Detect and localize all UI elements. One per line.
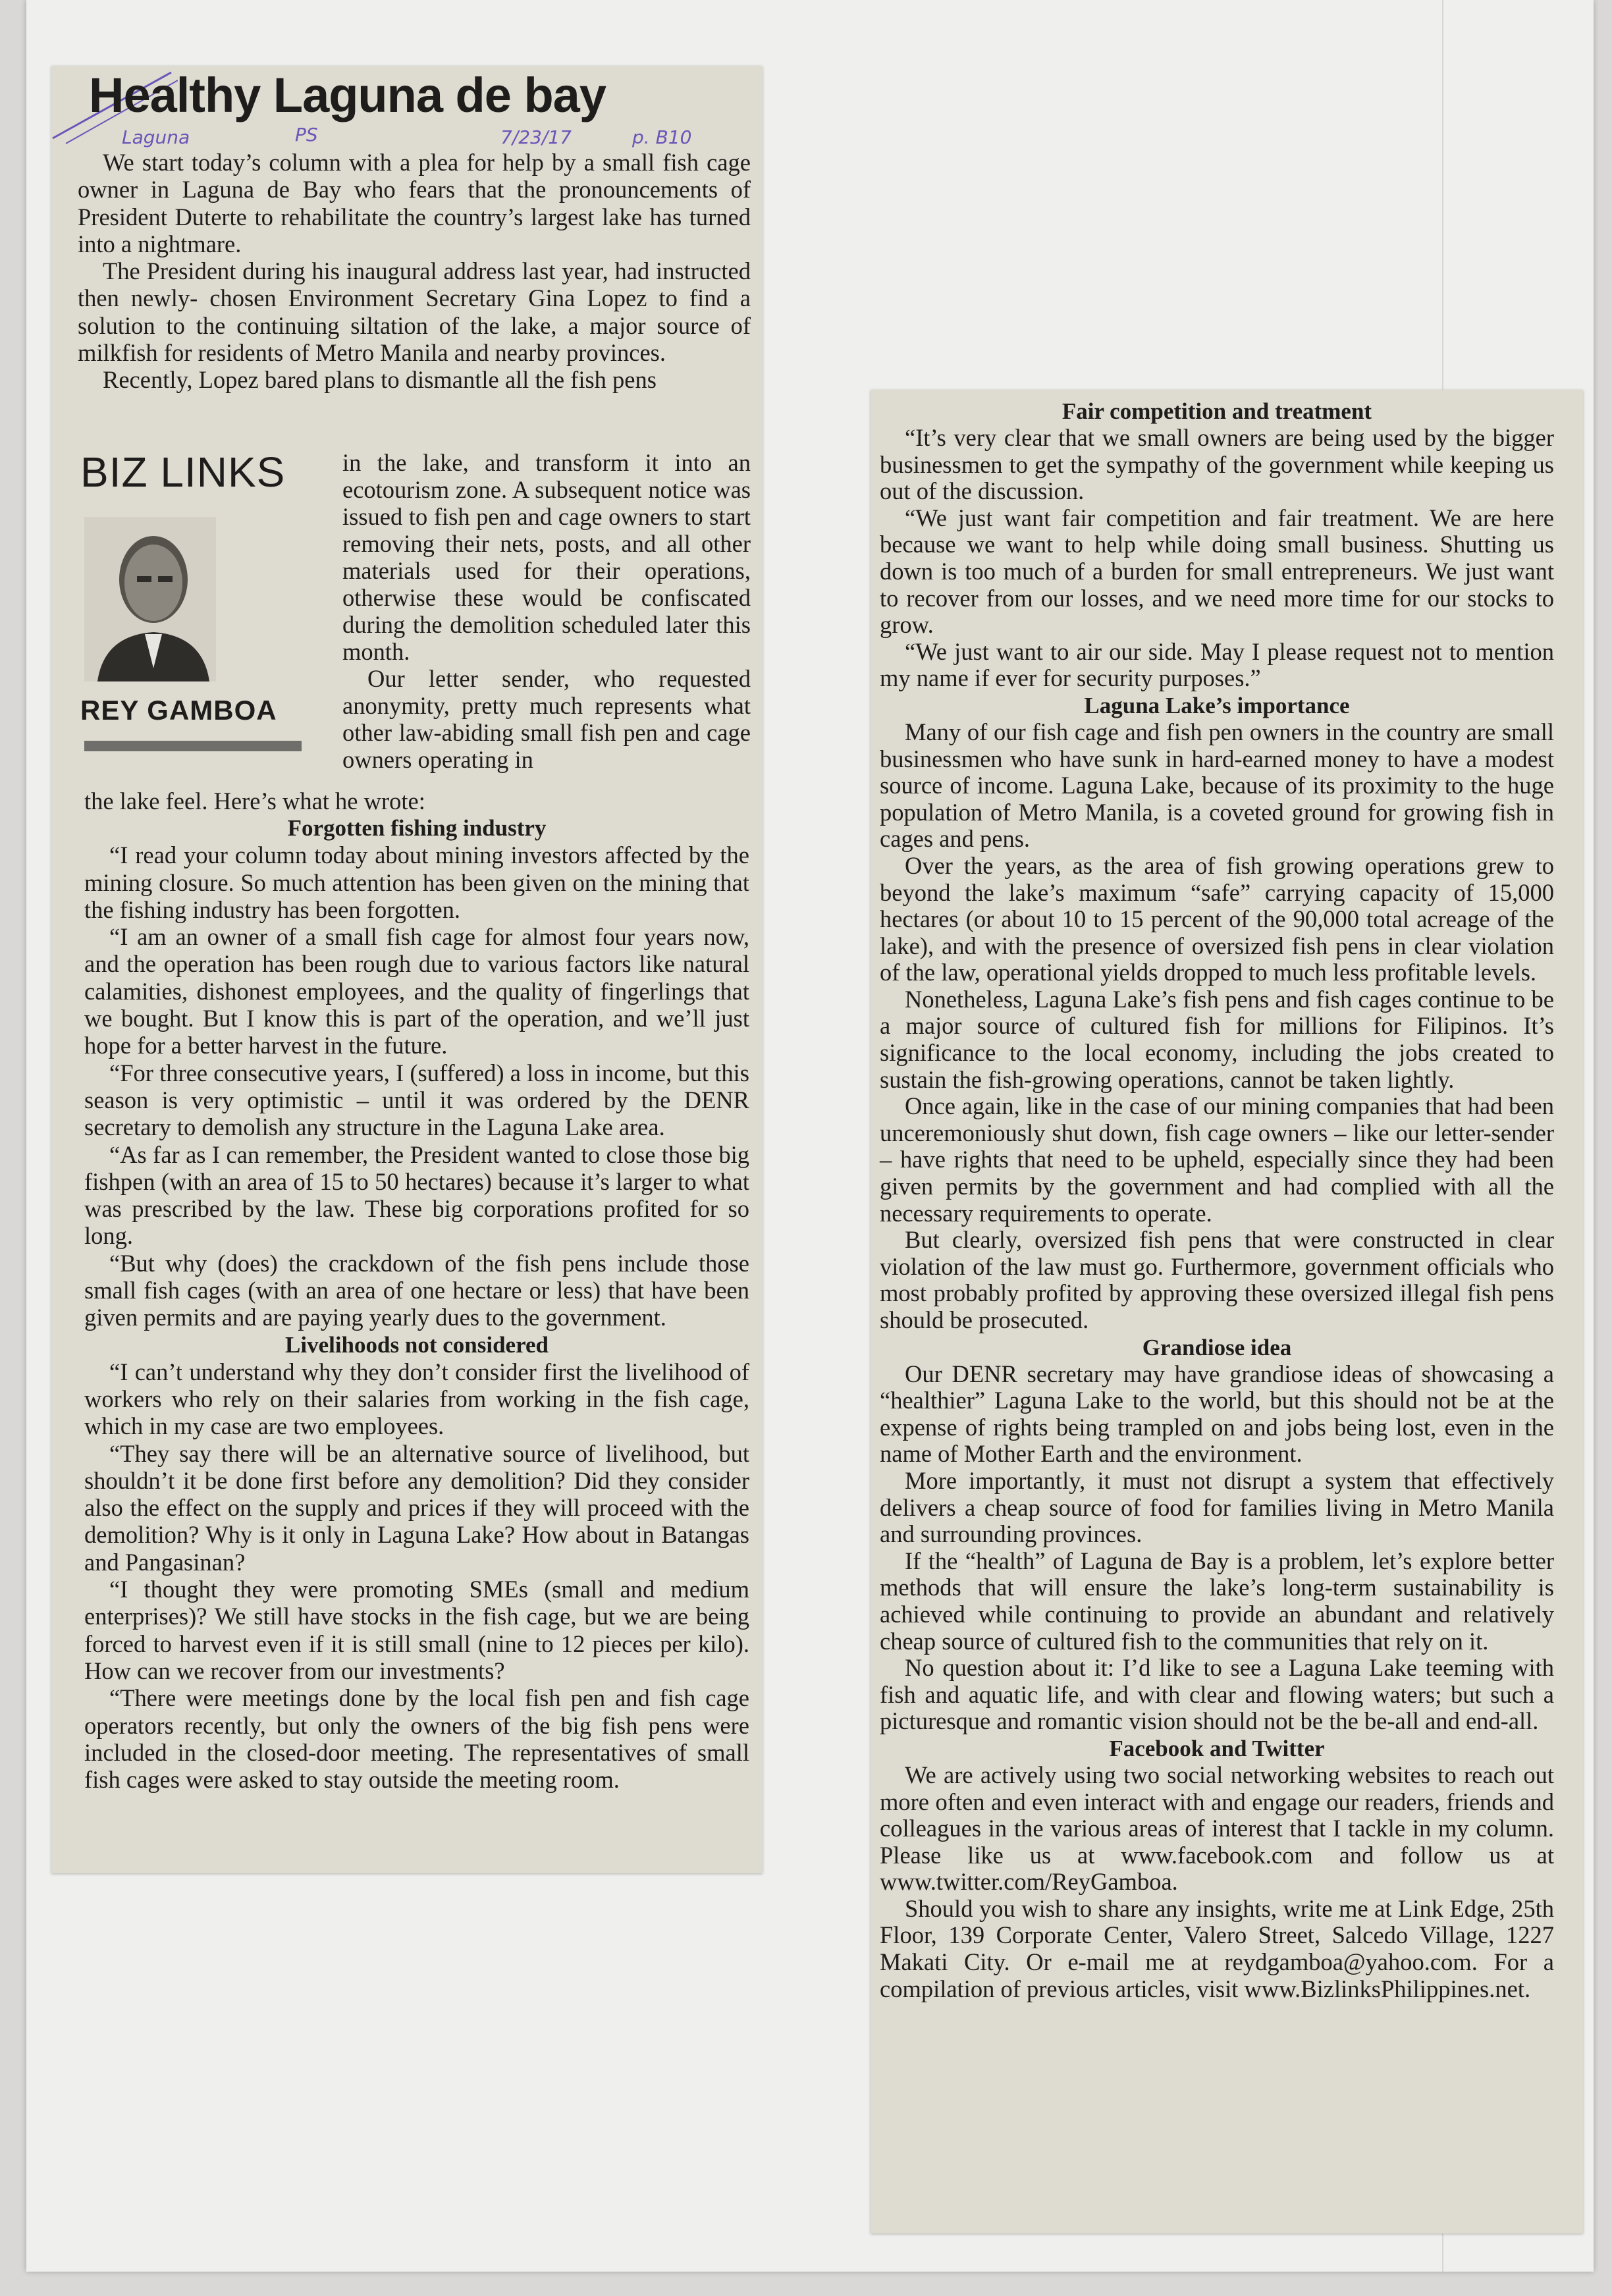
portrait-icon: [84, 517, 216, 681]
column-badge: [80, 448, 304, 757]
subhead-livelihoods: Livelihoods not considered: [285, 1331, 549, 1358]
paragraph: Once again, like in the case of our mining companies that had been unceremoniously shut down, fish cage owners – like our letter-sender – have rights that need to be upheld, especially since they had been given permits by the government and had complied with all the necessary requirements to operate.: [880, 1092, 1554, 1227]
annotation-page: p. B10: [632, 126, 692, 148]
paragraph: The President during his inaugural address last year, had instructed then newly- chosen Environment Secretary Gina Lopez to find a solution to the continuing siltation of the lake, a major source of milkfish for residents of Metro Manila and nearby provinces.: [78, 257, 751, 367]
author-photo: [84, 517, 216, 681]
paragraph: “For three consecutive years, I (suffered) a loss in income, but this season is very optimistic – until it was ordered by the DENR secretary to demolish any structure in the Laguna Lake area.: [84, 1059, 749, 1141]
paragraph: If the “health” of Laguna de Bay is a problem, let’s explore better methods that will ensure the lake’s long-term sustainability is achieved while continuing to provide an abundant and relatively cheap source of cultured fish to the communities that rely on it.: [880, 1547, 1554, 1655]
paragraph: Recently, Lopez bared plans to dismantle all the fish pens: [103, 366, 657, 394]
paragraph: Our letter sender, who requested anonymity, pretty much represents what other law-abiding small fish pen and cage owners operating in: [342, 665, 751, 773]
paragraph: “It’s very clear that we small owners are being used by the bigger businessmen to get the sympathy of the government while keeping us out of the discussion.: [880, 424, 1554, 505]
paragraph: “We just want fair competition and fair treatment. We are here because we want to help while doing small business. Shutting us down is too much of a burden for small entrepreneurs. We just want to recover from our losses, and we need more time for our stocks to grow.: [880, 504, 1554, 639]
paragraph: “But why (does) the crackdown of the fish pens include those small fish cages (with an area of one hectare or less) that have been given permits and are paying yearly dues to the government.: [84, 1249, 749, 1331]
annotation-code: PS: [295, 124, 318, 146]
paragraph: We start today’s column with a plea for help by a small fish cage owner in Laguna de Bay who fears that the pronouncements of President Duterte to rehabilitate the country’s largest lake has turned into a nightmare.: [78, 149, 751, 257]
paragraph: Nonetheless, Laguna Lake’s fish pens and fish cages continue to be a major source of cultured fish for millions for Filipinos. It’s significance to the local economy, including the jobs created to sustain the fish-growing operations, cannot be taken lightly.: [880, 985, 1554, 1093]
subhead-facebook-twitter: Facebook and Twitter: [1109, 1735, 1325, 1761]
paragraph: in the lake, and transform it into an ecotourism zone. A subsequent notice was issued to fish pen and cage owners to start removing their nets, posts, and all other materials used for their operations, otherwise these would be confiscated during the demolition scheduled later this month.: [342, 449, 751, 665]
paragraph: “I am an owner of a small fish cage for almost four years now, and the operation has been rough due to various factors like natural calamities, dishonest employees, and the quality of fingerlings that we bought. But I know this is part of the operation, and we’ll just hope for a better harvest in the future.: [84, 923, 749, 1059]
headline: Healthy Laguna de bay: [89, 68, 606, 122]
right-body: [880, 398, 1554, 2002]
paragraph: “There were meetings done by the local fish pen and fish cage operators recently, but only the owners of the big fish pens were included in the closed-door meeting. The representatives of small fish cages were asked to stay outside the meeting room.: [84, 1684, 749, 1794]
badge-rule: [84, 741, 302, 751]
annotation-section: Laguna: [122, 126, 190, 148]
subhead-forgotten-fishing: Forgotten fishing industry: [287, 815, 547, 841]
subhead-laguna-importance: Laguna Lake’s importance: [1084, 692, 1350, 718]
paragraph: the lake feel. Here’s what he wrote:: [84, 788, 425, 814]
paragraph: “I read your column today about mining investors affected by the mining closure. So much attention has been given on the mining that the fishing industry has been forgotten.: [84, 841, 749, 923]
paragraph: Over the years, as the area of fish growing operations grew to beyond the lake’s maximum “safe” carrying capacity of 15,000 hectares (or about 10 to 15 percent of the 90,000 total acreage of the lake), and with the presence of oversized fish pens in clear violation of the law, operational yields dropped to much less profitable levels.: [880, 851, 1554, 986]
paragraph: Our DENR secretary may have grandiose ideas of showcasing a “healthier” Laguna Lake to the world, but this should not be at the expense of rights being trampled on and jobs being lost, even in the name of Mother Earth and the environment.: [880, 1360, 1554, 1468]
paragraph: No question about it: I’d like to see a Laguna Lake teeming with fish and aquatic life, and with clear and flowing waters; but such a picturesque and romantic vision should not be the be-all and end-all.: [880, 1654, 1554, 1735]
subhead-fair-competition: Fair competition and treatment: [1061, 398, 1372, 424]
paragraph: “They say there will be an alternative source of livelihood, but shouldn’t it be done first before any demolition? Did they consider also the effect on the supply and prices if they will proceed with the demolition? Why is it only in Laguna Lake? How about in Batangas and Pangasinan?: [84, 1439, 749, 1576]
left-body: [84, 788, 749, 1793]
paragraph: Should you wish to share any insights, write me at Link Edge, 25th Floor, 139 Corporate Center, Valero Street, Salcedo Village, 1227 Makati City. Or e-mail me at reydgamboa@yahoo.com. For a compilation of previous articles, visit www.BizlinksPhilippines.net.: [880, 1894, 1554, 2002]
paragraph: We are actively using two social networking websites to reach out more often and even interact with and engage our readers, friends and colleagues in the various areas of interest that I tackle in my column. Please like us at www.facebook.com and follow us at www.twitter.com/ReyGamboa.: [880, 1761, 1554, 1896]
column-name: BIZ LINKS: [80, 448, 286, 496]
paragraph: “I can’t understand why they don’t consider first the livelihood of workers who rely on their salaries from working in the fish cage, which in my case are two employees.: [84, 1358, 749, 1440]
paragraph: “I thought they were promoting SMEs (small and medium enterprises)? We still have stocks in the fish cage, but we are being forced to harvest even if it is still small (nine to 12 pieces per kilo). How can we recover from our investments?: [84, 1576, 749, 1684]
paragraph: “As far as I can remember, the President wanted to close those big fishpen (with an area of 15 to 50 hectares) because it’s larger to what was prescribed by the law. These big corporations profited for so long.: [84, 1140, 749, 1250]
annotation-date: 7/23/17: [500, 126, 572, 148]
subhead-grandiose-idea: Grandiose idea: [1142, 1334, 1292, 1360]
paragraph: More importantly, it must not disrupt a system that effectively delivers a cheap source of food for families living in Metro Manila and surrounding provinces.: [880, 1466, 1554, 1548]
paragraph: Many of our fish cage and fish pen owners in the country are small businessmen who have sunk in hard-earned money to have a modest source of income. Laguna Lake, because of its proximity to the huge population of Metro Manila, is a coveted ground for growing fish in cages and pens.: [880, 718, 1554, 853]
author-name: REY GAMBOA: [80, 695, 277, 726]
paragraph: “We just want to air our side. May I please request not to mention my name if ever for security purposes.”: [880, 637, 1554, 692]
intro-block: [78, 149, 751, 394]
paragraph: But clearly, oversized fish pens that were constructed in clear violation of the law must go. Furthermore, government officials who most probably profited by approving these oversized illegal fish pens should be prosecuted.: [880, 1226, 1554, 1333]
wrap-block: [342, 449, 751, 773]
